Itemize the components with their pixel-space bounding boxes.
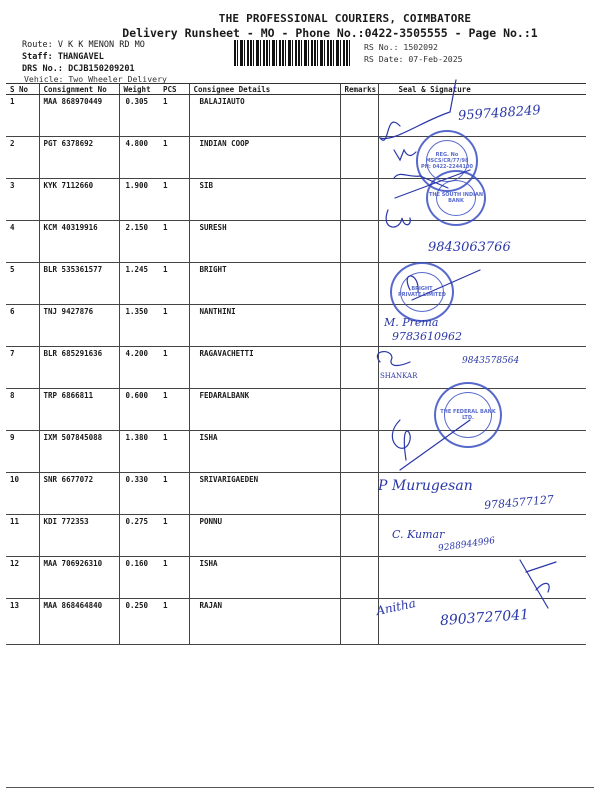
cell-remarks bbox=[340, 431, 378, 473]
cell-remarks bbox=[340, 305, 378, 347]
cell-pcs: 1 bbox=[163, 221, 189, 263]
handwritten-phone-row1: 9597488249 bbox=[457, 103, 542, 124]
cell-consignee: ISHA bbox=[189, 431, 340, 473]
cell-sno: 2 bbox=[6, 137, 39, 179]
cell-weight: 0.600 bbox=[119, 389, 163, 431]
cell-consignment-no: PGT 6378692 bbox=[39, 137, 119, 179]
cell-pcs: 1 bbox=[163, 263, 189, 305]
handwritten-phone-row13: 8903727041 bbox=[439, 606, 530, 630]
cell-weight: 0.305 bbox=[119, 95, 163, 137]
cell-weight: 4.800 bbox=[119, 137, 163, 179]
cell-remarks bbox=[340, 389, 378, 431]
cell-sno: 8 bbox=[6, 389, 39, 431]
rs-number: RS No.: 1502092 bbox=[364, 42, 438, 52]
cell-consignee: SRIVARIGAEDEN bbox=[189, 473, 340, 515]
cell-weight: 1.380 bbox=[119, 431, 163, 473]
table-row bbox=[6, 431, 586, 473]
cell-consignment-no: KCM 40319916 bbox=[39, 221, 119, 263]
stamp-indian-coop: REG. No MSCS/CR/77/98 PH: 0422-2244100 bbox=[416, 130, 478, 192]
vehicle-label: Vehicle: Two Wheeler Delivery bbox=[24, 74, 167, 84]
cell-consignee: INDIAN COOP bbox=[189, 137, 340, 179]
cell-sno: 12 bbox=[6, 557, 39, 599]
col-weight: Weight bbox=[119, 84, 163, 95]
runsheet-subtitle: Delivery Runsheet - MO - Phone No.:0422-3505555 - Page No.:1 bbox=[122, 26, 538, 40]
drs-label: DRS No.: bbox=[22, 64, 69, 74]
table-header-row bbox=[6, 84, 586, 95]
cell-consignment-no: BLR 535361577 bbox=[39, 263, 119, 305]
cell-weight: 0.160 bbox=[119, 557, 163, 599]
rs-date: RS Date: 07-Feb-2025 bbox=[364, 54, 463, 64]
cell-consignee: NANTHINI bbox=[189, 305, 340, 347]
cell-consignee: RAGAVACHETTI bbox=[189, 347, 340, 389]
cell-consignment-no: TRP 6866811 bbox=[39, 389, 119, 431]
table-row bbox=[6, 557, 586, 599]
cell-remarks bbox=[340, 473, 378, 515]
company-title: THE PROFESSIONAL COURIERS, COIMBATORE bbox=[218, 12, 472, 25]
cell-pcs: 1 bbox=[163, 179, 189, 221]
cell-remarks bbox=[340, 515, 378, 557]
cell-weight: 1.900 bbox=[119, 179, 163, 221]
handwritten-phone-row4: 9843063766 bbox=[428, 240, 511, 255]
handwritten-name-row7: SHANKAR bbox=[380, 372, 418, 380]
cell-weight: 0.275 bbox=[119, 515, 163, 557]
cell-consignee: RAJAN bbox=[189, 599, 340, 645]
table-row bbox=[6, 305, 586, 347]
cell-pcs: 1 bbox=[163, 599, 189, 645]
cell-sno: 3 bbox=[6, 179, 39, 221]
handwritten-name-row6: M. Prema bbox=[384, 316, 439, 329]
cell-pcs: 1 bbox=[163, 95, 189, 137]
cell-sno: 7 bbox=[6, 347, 39, 389]
cell-remarks bbox=[340, 557, 378, 599]
handwritten-phone-row7: 9843578564 bbox=[462, 356, 520, 366]
cell-consignee: ISHA bbox=[189, 557, 340, 599]
cell-sno: 4 bbox=[6, 221, 39, 263]
page-bottom-rule bbox=[6, 787, 594, 788]
handwritten-name-row11: C. Kumar bbox=[392, 528, 445, 541]
cell-signature bbox=[378, 137, 586, 179]
cell-consignee: FEDARALBANK bbox=[189, 389, 340, 431]
stamp-south-indian-bank: THE SOUTH INDIAN BANK bbox=[426, 170, 486, 226]
stamp-bright: BRIGHT PRIVATE LIMITED bbox=[390, 262, 454, 322]
cell-sno: 9 bbox=[6, 431, 39, 473]
cell-consignment-no: MAA 868464840 bbox=[39, 599, 119, 645]
barcode-image bbox=[234, 40, 350, 66]
cell-consignment-no: SNR 6677072 bbox=[39, 473, 119, 515]
cell-sno: 13 bbox=[6, 599, 39, 645]
cell-pcs: 1 bbox=[163, 305, 189, 347]
handwritten-phone-row10: 9784577127 bbox=[483, 492, 555, 513]
cell-pcs: 1 bbox=[163, 557, 189, 599]
cell-remarks bbox=[340, 95, 378, 137]
cell-remarks bbox=[340, 347, 378, 389]
cell-consignee: PONNU bbox=[189, 515, 340, 557]
table-row bbox=[6, 515, 586, 557]
cell-remarks bbox=[340, 221, 378, 263]
stamp-federal-bank: THE FEDERAL BANK LTD. bbox=[434, 382, 502, 448]
cell-pcs: 1 bbox=[163, 347, 189, 389]
handwritten-phone-row11: 9288944996 bbox=[437, 536, 496, 554]
cell-sno: 11 bbox=[6, 515, 39, 557]
drs-value: DCJB150209201 bbox=[68, 64, 135, 74]
table-row bbox=[6, 263, 586, 305]
cell-pcs: 1 bbox=[163, 389, 189, 431]
cell-consignment-no: IXM 507845088 bbox=[39, 431, 119, 473]
cell-pcs: 1 bbox=[163, 137, 189, 179]
table-row bbox=[6, 347, 586, 389]
cell-consignment-no: TNJ 9427876 bbox=[39, 305, 119, 347]
cell-remarks bbox=[340, 179, 378, 221]
cell-remarks bbox=[340, 599, 378, 645]
cell-signature bbox=[378, 347, 586, 389]
cell-sno: 10 bbox=[6, 473, 39, 515]
cell-weight: 0.330 bbox=[119, 473, 163, 515]
col-consignment: Consignment No bbox=[39, 84, 119, 95]
cell-pcs: 1 bbox=[163, 515, 189, 557]
cell-weight: 2.150 bbox=[119, 221, 163, 263]
cell-weight: 4.200 bbox=[119, 347, 163, 389]
cell-pcs: 1 bbox=[163, 473, 189, 515]
cell-consignee: SURESH bbox=[189, 221, 340, 263]
cell-consignee: BALAJIAUTO bbox=[189, 95, 340, 137]
cell-sno: 6 bbox=[6, 305, 39, 347]
cell-weight: 0.250 bbox=[119, 599, 163, 645]
handwritten-name-row10: P Murugesan bbox=[378, 478, 473, 494]
cell-consignment-no: MAA 868970449 bbox=[39, 95, 119, 137]
cell-pcs: 1 bbox=[163, 431, 189, 473]
col-pcs: PCS bbox=[163, 84, 189, 95]
cell-consignee: BRIGHT bbox=[189, 263, 340, 305]
cell-consignment-no: KDI 772353 bbox=[39, 515, 119, 557]
table-row bbox=[6, 137, 586, 179]
table-row bbox=[6, 179, 586, 221]
col-signature: Seal & Signature bbox=[378, 84, 586, 95]
cell-consignment-no: BLR 685291636 bbox=[39, 347, 119, 389]
cell-weight: 1.245 bbox=[119, 263, 163, 305]
col-sno: S No bbox=[6, 84, 39, 95]
route-label: Route: V K K MENON RD MO bbox=[22, 40, 145, 50]
cell-remarks bbox=[340, 137, 378, 179]
col-remarks: Remarks bbox=[340, 84, 378, 95]
cell-remarks bbox=[340, 263, 378, 305]
cell-weight: 1.350 bbox=[119, 305, 163, 347]
cell-consignment-no: KYK 7112660 bbox=[39, 179, 119, 221]
handwritten-phone-row6: 9783610962 bbox=[392, 330, 462, 343]
handwritten-name-row13: Anitha bbox=[374, 596, 417, 618]
cell-consignment-no: MAA 706926310 bbox=[39, 557, 119, 599]
cell-signature bbox=[378, 557, 586, 599]
cell-sno: 5 bbox=[6, 263, 39, 305]
col-consignee: Consignee Details bbox=[189, 84, 340, 95]
cell-sno: 1 bbox=[6, 95, 39, 137]
cell-consignee: SIB bbox=[189, 179, 340, 221]
staff-label: Staff: THANGAVEL bbox=[22, 52, 104, 62]
drs-number bbox=[22, 64, 135, 74]
